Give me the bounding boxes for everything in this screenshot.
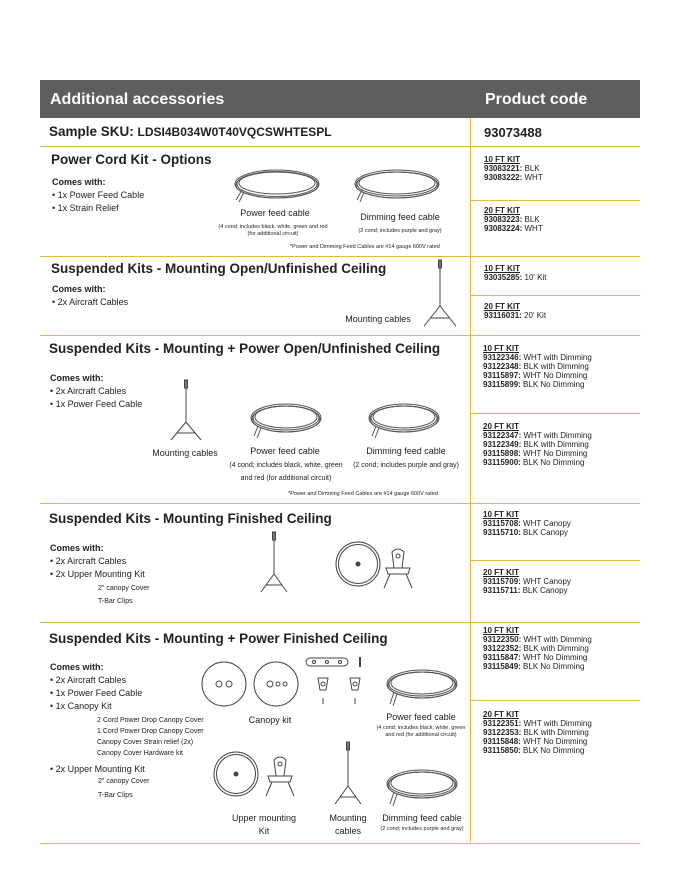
code-row	[483, 644, 592, 653]
code-desc: BLK No Dimming	[520, 380, 585, 389]
code-row	[483, 380, 592, 389]
code-desc: BLK	[522, 164, 540, 173]
code-row	[483, 746, 592, 755]
code-row	[483, 431, 592, 440]
section-title-open-ceiling: Suspended Kits - Mounting Open/Unfinished Ceiling	[51, 261, 387, 276]
power-feed-caption: Power feed cable	[386, 712, 456, 722]
power-feed-sub: (4 cond; includes black, white, green and red	[218, 224, 328, 230]
list-item: • 1x Strain Relief	[52, 203, 119, 213]
comes-with-label: Comes with:	[50, 662, 104, 672]
mounting-cables-image	[166, 378, 206, 444]
code-number: 93122347:	[483, 431, 522, 440]
section-title-power-finished-ceiling: Suspended Kits - Mounting + Power Finished Ceiling	[49, 631, 388, 646]
mounting-cables-caption: Mounting	[329, 813, 367, 823]
code-number: 93115711:	[483, 586, 521, 595]
code-desc: WHT No Dimming	[520, 653, 588, 662]
power-feed-sub2: and red (for additional circuit)	[385, 732, 457, 738]
code-desc: WHT with Dimming	[521, 353, 592, 362]
upper-mounting-kit-image	[212, 746, 308, 802]
code-divider	[471, 295, 640, 296]
kit-name: 10 FT KIT	[484, 264, 521, 273]
code-divider	[471, 200, 640, 201]
row-divider	[40, 146, 640, 147]
code-number: 93115709:	[483, 577, 521, 586]
code-number: 93115708:	[483, 519, 521, 528]
code-desc: WHT No Dimming	[520, 737, 588, 746]
kit-block	[483, 626, 592, 671]
sub-item: 2 Cord Power Drop Canopy Cover	[97, 717, 204, 724]
power-feed-caption: Power feed cable	[250, 446, 320, 456]
kit-block	[484, 264, 546, 282]
list-item: • 1x Canopy Kit	[50, 701, 112, 711]
kit-name: 20 FT KIT	[484, 302, 521, 311]
list-item: • 1x Power Feed Cable	[50, 688, 143, 698]
code-number: 93122351:	[483, 719, 522, 728]
list-item: • 2x Aircraft Cables	[50, 386, 127, 396]
sub-item: T-Bar Clips	[98, 792, 133, 799]
code-number: 93122350:	[483, 635, 522, 644]
code-row	[483, 362, 592, 371]
power-cable-coil-image	[384, 664, 460, 710]
comes-with-label: Comes with:	[50, 543, 104, 553]
footnote: *Power and Dimming Feed Cables are #14 gauge 600V rated	[290, 244, 440, 250]
code-divider	[471, 560, 640, 561]
power-feed-sub: (4 cond; includes black, white, green	[376, 725, 466, 731]
sku-value: LDSI4B034W0T40VQCSWHTESPL	[137, 125, 332, 139]
sku-code: 93073488	[484, 125, 542, 140]
code-number: 93035285:	[484, 273, 523, 282]
list-item: • 1x Power Feed Cable	[52, 190, 145, 200]
footnote: *Power and Dimming Feed Cables are #14 gauge 600V rated	[288, 491, 438, 497]
kit-name: 10 FT KIT	[483, 344, 520, 353]
power-feed-sub2: (for additional circuit)	[247, 231, 299, 237]
code-number: 93115710:	[483, 528, 521, 537]
canopy-cover-image	[334, 538, 424, 594]
code-number: 93122348:	[483, 362, 522, 371]
code-number: 93083223:	[484, 215, 523, 224]
code-number: 93122352:	[483, 644, 522, 653]
sku-label: Sample SKU:	[49, 124, 134, 139]
code-number: 93083221:	[484, 164, 523, 173]
list-item: • 2x Aircraft Cables	[50, 556, 127, 566]
code-desc: WHT Canopy	[520, 519, 571, 528]
code-row	[483, 728, 592, 737]
code-desc: BLK Canopy	[520, 586, 568, 595]
comes-with-label: Comes with:	[52, 177, 106, 187]
code-desc: BLK No Dimming	[520, 746, 585, 755]
kit-name: 20 FT KIT	[483, 568, 520, 577]
code-row	[484, 164, 543, 173]
code-desc: BLK	[522, 215, 540, 224]
kit-block	[483, 710, 592, 755]
row-divider	[40, 843, 640, 844]
code-desc: BLK with Dimming	[521, 644, 589, 653]
code-desc: 10' Kit	[522, 273, 547, 282]
code-number: 93115850:	[483, 746, 521, 755]
mounting-cables-image	[420, 258, 460, 330]
dimming-feed-sub: (2 cond; includes purple and gray)	[380, 826, 464, 832]
code-row	[484, 173, 543, 182]
code-divider	[471, 700, 640, 701]
code-row	[483, 353, 592, 362]
dimming-feed-caption: Dimming feed cable	[382, 813, 462, 823]
code-desc: WHT with Dimming	[521, 431, 592, 440]
power-cable-coil-image	[232, 160, 322, 208]
code-row	[483, 577, 571, 586]
code-row	[483, 371, 592, 380]
code-number: 93116031:	[484, 311, 522, 320]
code-row	[484, 224, 543, 233]
code-number: 93115897:	[483, 371, 521, 380]
mounting-cables-caption: Mounting cables	[152, 448, 218, 458]
canopy-kit-caption: Canopy kit	[248, 715, 292, 725]
kit-block	[484, 155, 543, 182]
code-desc: WHT	[522, 173, 543, 182]
power-cable-coil-image	[248, 398, 324, 442]
code-number: 93122346:	[483, 353, 522, 362]
code-row	[483, 440, 592, 449]
dimming-cable-coil-image	[366, 398, 442, 442]
row-divider	[40, 622, 640, 623]
dimming-feed-caption: Dimming feed cable	[360, 212, 440, 222]
code-divider	[471, 413, 640, 414]
code-row	[483, 586, 571, 595]
kit-name: 10 FT KIT	[483, 510, 520, 519]
canopy-kit-image	[200, 656, 370, 716]
code-row	[483, 519, 571, 528]
code-number: 93122349:	[483, 440, 522, 449]
sub-item: T-Bar Clips	[98, 598, 133, 605]
code-desc: BLK Canopy	[520, 528, 568, 537]
code-number: 93115898:	[483, 449, 521, 458]
code-row	[483, 528, 571, 537]
kit-block	[483, 344, 592, 389]
upper-mounting-caption: Upper mounting	[231, 813, 297, 823]
header-product-code: Product code	[485, 91, 588, 108]
kit-name: 10 FT KIT	[483, 626, 520, 635]
sub-item: Canopy Cover Hardware kit	[97, 750, 183, 757]
kit-block	[483, 510, 571, 537]
code-desc: WHT No Dimming	[520, 449, 588, 458]
code-desc: BLK with Dimming	[521, 728, 589, 737]
code-desc: BLK No Dimming	[520, 458, 585, 467]
code-desc: WHT with Dimming	[521, 635, 592, 644]
sample-sku	[49, 124, 332, 139]
code-row	[483, 653, 592, 662]
code-row	[483, 449, 592, 458]
code-number: 93115899:	[483, 380, 521, 389]
code-row	[484, 273, 546, 282]
kit-name: 20 FT KIT	[483, 422, 520, 431]
list-item: • 2x Aircraft Cables	[52, 297, 129, 307]
dimming-cable-coil-image	[352, 162, 442, 208]
kit-block	[483, 422, 592, 467]
kit-name: 10 FT KIT	[484, 155, 521, 164]
kit-name: 20 FT KIT	[483, 710, 520, 719]
row-divider	[40, 503, 640, 504]
mounting-cables-caption-2: cables	[334, 826, 361, 836]
section-title-finished-ceiling: Suspended Kits - Mounting Finished Ceiling	[49, 511, 332, 526]
code-desc: WHT Canopy	[520, 577, 571, 586]
dimming-feed-caption: Dimming feed cable	[366, 446, 446, 456]
code-number: 93122353:	[483, 728, 522, 737]
code-number: 93115848:	[483, 737, 521, 746]
mounting-cables-image	[256, 530, 292, 596]
mounting-cables-image	[330, 740, 366, 808]
sub-item: 2" canopy Cover	[98, 585, 150, 592]
dimming-feed-sub: (2 cond; includes purple and gray)	[353, 462, 459, 469]
code-desc: BLK No Dimming	[520, 662, 585, 671]
sub-item: Canopy Cover Strain relief (2x)	[97, 739, 194, 746]
code-row	[483, 719, 592, 728]
code-desc: WHT with Dimming	[521, 719, 592, 728]
sub-item: 1 Cord Power Drop Canopy Cover	[97, 728, 204, 735]
kit-block	[484, 206, 543, 233]
list-item: • 2x Upper Mounting Kit	[50, 569, 145, 579]
code-number: 93083222:	[484, 173, 523, 182]
section-title-power-cord: Power Cord Kit - Options	[51, 152, 212, 167]
list-item: • 2x Aircraft Cables	[50, 675, 127, 685]
code-row	[483, 458, 592, 467]
code-desc: BLK with Dimming	[521, 440, 589, 449]
code-row	[484, 311, 546, 320]
section-title-power-open-ceiling: Suspended Kits - Mounting + Power Open/Unfinished Ceiling	[49, 341, 441, 356]
code-row	[483, 662, 592, 671]
code-desc: WHT No Dimming	[520, 371, 588, 380]
code-number: 93083224:	[484, 224, 523, 233]
kit-block	[483, 568, 571, 595]
row-divider	[40, 335, 640, 336]
power-feed-caption: Power feed cable	[240, 208, 310, 218]
code-number: 93115900:	[483, 458, 521, 467]
code-desc: 20' Kit	[521, 311, 547, 320]
dimming-cable-coil-image	[384, 764, 460, 810]
list-item: • 2x Upper Mounting Kit	[50, 764, 145, 774]
code-desc: BLK with Dimming	[521, 362, 589, 371]
list-item: • 1x Power Feed Cable	[50, 399, 143, 409]
header-title: Additional accessories	[50, 91, 225, 108]
power-feed-sub2: and red (for additional circuit)	[240, 475, 332, 482]
code-row	[483, 737, 592, 746]
upper-mounting-caption-2: Kit	[258, 826, 270, 836]
power-feed-sub: (4 cond; includes black, white, green	[229, 462, 343, 469]
code-desc: WHT	[522, 224, 543, 233]
kit-block	[484, 302, 546, 320]
code-row	[484, 215, 543, 224]
sub-item: 2" canopy Cover	[98, 778, 150, 785]
row-divider	[40, 256, 640, 257]
mounting-cables-caption: Mounting cables	[345, 314, 411, 324]
code-number: 93115847:	[483, 653, 521, 662]
dimming-feed-sub: (2 cond; includes purple and gray)	[358, 228, 442, 234]
code-number: 93115849:	[483, 662, 521, 671]
code-row	[483, 635, 592, 644]
comes-with-label: Comes with:	[52, 284, 106, 294]
comes-with-label: Comes with:	[50, 373, 104, 383]
kit-name: 20 FT KIT	[484, 206, 521, 215]
